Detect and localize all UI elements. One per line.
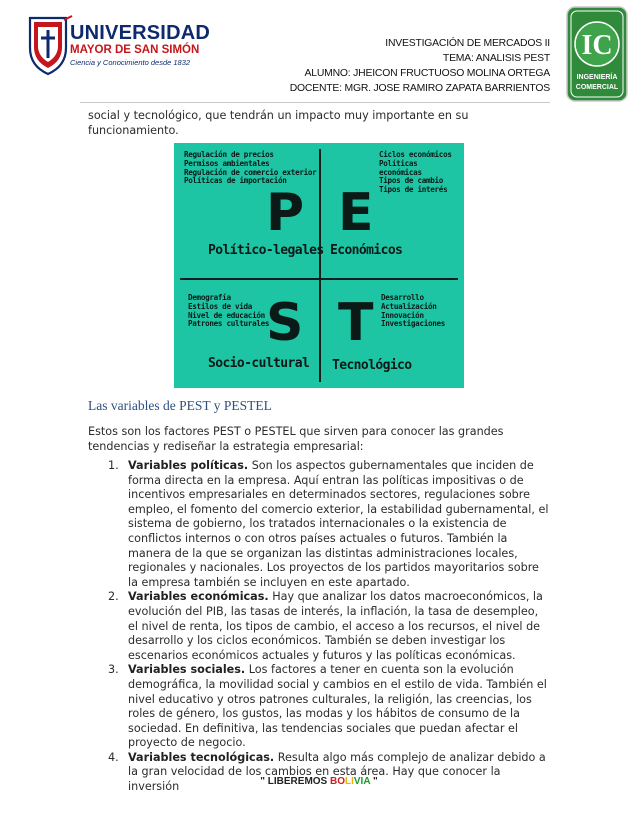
- right-logo-line-1: INGENIERÍA: [576, 74, 618, 81]
- pest-letter-e: E: [338, 183, 374, 243]
- pest-horizontal-divider: [180, 278, 458, 280]
- right-logo-mark: IC: [581, 30, 613, 61]
- course-line: INVESTIGACIÓN DE MERCADOS II: [385, 38, 550, 49]
- variable-text: Los factores a tener en cuenta son la evolución demográfica, la movilidad social y cambios en el estilo de vida. También el nivel educativo y otros patrones culturales, la religión, las creencias, los roles de género, los gustos, las modas y los hábitos de consumo de la sociedad. En definitiva, las tendencias sociales que puedan afectar el proyecto de negocio.: [128, 663, 547, 750]
- variable-text: Resulta algo más complejo de analizar debido a la gran velocidad de los cambios en esta área. Hay que conocer la inversión: [128, 750, 546, 794]
- pest-t-items: Desarrollo Actualización Innovación Investigaciones: [381, 293, 446, 329]
- teacher-line: DOCENTE: MGR. JOSE RAMIRO ZAPATA BARRIENTOS: [289, 83, 550, 94]
- pest-label-economicos: Económicos: [330, 243, 403, 258]
- variable-title: Variables tecnológicas.: [128, 750, 275, 764]
- list-item: 2. Variables económicas. Hay que analizar los datos macroeconómicos, la evolución del PIB, las tasas de interés, la inflación, la tasa de desempleo, el nivel de renta, los tipos de cambio, el acceso a los recursos, el nivel de desarrollo y los ciclos económicos. También se deben investigar los escenarios económicos actuales y futuros y las políticas económicas.: [108, 590, 543, 662]
- pest-label-sociocultural: Socio-cultural: [208, 356, 310, 371]
- ingenieria-comercial-logo: [566, 6, 628, 102]
- list-item: 3. Variables sociales. Los factores a tener en cuenta son la evolución demográfica, la movilidad social y cambios en el estilo de vida. También el nivel educativo y otros patrones culturales, la religión, las creencias, los roles de género, los gustos, las modas y los hábitos de consumo de la sociedad. En definitiva, las tendencias sociales que puedan afectar el proyecto de negocio.: [108, 663, 547, 750]
- pest-vertical-divider: [319, 149, 321, 382]
- page-footer: " LIBEREMOS BOLIVIA ": [260, 776, 378, 787]
- right-logo-line-2: COMERCIAL: [575, 84, 619, 91]
- document-header-info: [290, 36, 550, 96]
- pest-p-items: Regulación de precios Permisos ambientales Regulación de comercio exterior Políticas de importación: [184, 150, 317, 186]
- pest-letter-p: P: [266, 183, 305, 243]
- variable-title: Variables económicas.: [128, 590, 269, 604]
- lead-paragraph: Estos son los factores PEST o PESTEL que sirven para conocer las grandes tendencias y rediseñar la estrategia empresarial:: [88, 425, 504, 453]
- variable-title: Variables políticas.: [128, 459, 249, 472]
- pest-label-tecnologico: Tecnológico: [332, 358, 412, 373]
- section-title: Las variables de PEST y PESTEL: [88, 398, 272, 413]
- pest-diagram: [174, 143, 464, 388]
- pest-letter-s: S: [266, 293, 304, 353]
- pest-label-politico: Político-legales: [208, 243, 324, 258]
- pest-e-items: Ciclos económicos Políticas económicas Tipos de cambio Tipos de interés: [379, 150, 452, 195]
- topic-line: TEMA: ANALISIS PEST: [442, 53, 550, 64]
- header-divider: [80, 102, 550, 103]
- variable-text: Hay que analizar los datos macroeconómicos, la evolución del PIB, las tasas de interés, la inflación, la tasa de desempleo, el nivel de renta, los tipos de cambio, el acceso a los recursos, el nivel de desarrollo y los ciclos económicos. También se deben investigar los escenarios económicos actuales y futuros y las políticas económicas.: [128, 590, 543, 662]
- intro-paragraph: social y tecnológico, que tendrán un impacto muy importante en su funcionamiento.: [88, 109, 469, 137]
- list-item: 4. Variables tecnológicas. Resulta algo más complejo de analizar debido a la gran velocidad de los cambios en esta área. Hay que conocer la inversión: [108, 750, 546, 794]
- university-name: UNIVERSIDAD: [70, 22, 210, 44]
- university-subtitle: MAYOR DE SAN SIMÓN: [70, 44, 200, 56]
- student-line: ALUMNO: JHEICON FRUCTUOSO MOLINA ORTEGA: [304, 68, 550, 79]
- variable-text: Son los aspectos gubernamentales que inciden de forma directa en la empresa. Aquí entran las políticas impositivas o de incentivos empresariales en determinados sectores, regulaciones sobre empleo, el fomento del comercio exterior, la estabilidad gubernamental, el sistema de gobierno, los tratados internacionales o la existencia de conflictos internos o con otros países actuales o futuros. También la manera de la que se organizan las distintas administraciones locales, regionales y nacionales. Los proyectos de los partidos mayoritarios sobre la empresa también se incluyen en este apartado.: [128, 459, 549, 589]
- variables-list: [108, 459, 550, 795]
- pest-s-items: Demografía Estilos de vida Nivel de educación Patrones culturales: [188, 293, 270, 329]
- variable-title: Variables sociales.: [128, 663, 246, 677]
- list-item: 1. Variables políticas. Son los aspectos gubernamentales que inciden de forma directa en la empresa. Aquí entran las políticas impositivas o de incentivos empresariales en determinados sectores, regulaciones sobre empleo, el fomento del comercio exterior, la estabilidad gubernamental, el sistema de gobierno, los tratados internacionales o la existencia de conflictos internos o con otros países actuales o futuros. También la manera de la que se organizan las distintas administraciones locales, regionales y nacionales. Los proyectos de los partidos mayoritarios sobre la empresa también se incluyen en este apartado.: [108, 459, 549, 589]
- pest-letter-t: T: [338, 293, 374, 353]
- university-motto: Ciencia y Conocimiento desde 1832: [70, 58, 191, 67]
